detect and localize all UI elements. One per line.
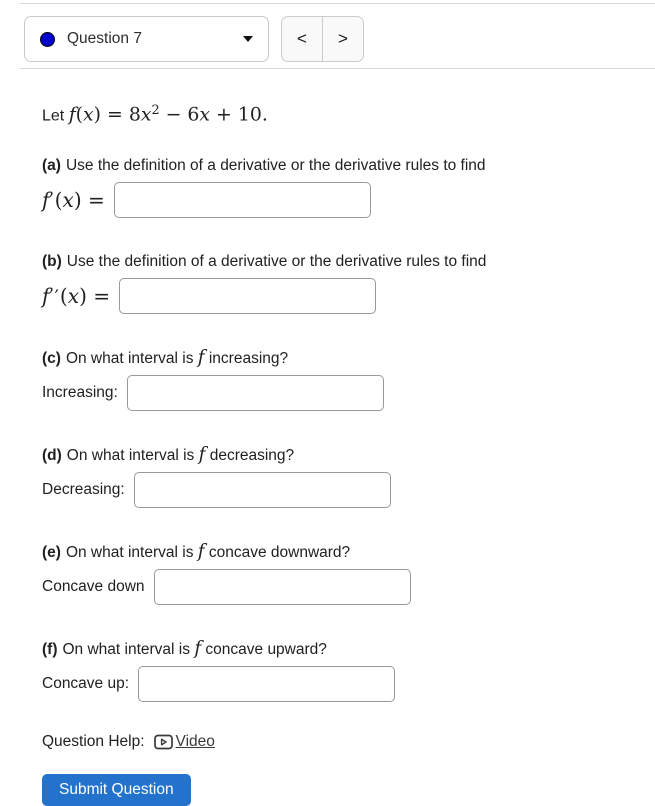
part-question-text xyxy=(66,157,486,174)
text-segment: ( xyxy=(75,103,84,126)
question-selector-label: Question 7 xyxy=(67,30,142,47)
answer-label xyxy=(42,481,125,499)
text-segment: increasing? xyxy=(204,350,289,368)
answer-input[interactable] xyxy=(114,182,371,218)
text-segment: decreasing? xyxy=(205,447,295,465)
text-segment: On what interval is xyxy=(65,544,198,562)
question-help-label: Question Help: xyxy=(42,733,145,751)
text-segment: ( xyxy=(54,188,63,213)
chevron-left-icon: < xyxy=(297,29,307,48)
prev-question-button[interactable] xyxy=(282,17,322,61)
answer-row xyxy=(42,666,617,702)
text-segment: f xyxy=(197,541,205,563)
text-segment: ( xyxy=(59,284,68,309)
part-question xyxy=(42,444,617,466)
text-segment: concave downward? xyxy=(204,544,351,562)
text-segment: Increasing: xyxy=(42,384,118,402)
question-part xyxy=(42,155,617,218)
problem-area xyxy=(0,69,655,806)
answer-input[interactable] xyxy=(127,375,384,411)
question-status-dot-icon xyxy=(40,32,55,47)
answer-label xyxy=(42,284,110,308)
parts-list xyxy=(42,155,617,702)
text-segment: ′′ xyxy=(49,287,60,309)
question-selector[interactable] xyxy=(24,16,269,62)
text-segment: Use the definition of a derivative or the derivative rules to find xyxy=(65,157,486,175)
text-segment: On what interval is xyxy=(65,350,198,368)
text-segment: Concave down xyxy=(42,578,145,596)
top-divider xyxy=(20,3,655,4)
question-part xyxy=(42,251,617,314)
part-question-text xyxy=(65,347,289,369)
part-question xyxy=(42,347,617,369)
text-segment: x xyxy=(199,103,211,126)
text-segment: f xyxy=(194,638,202,660)
text-segment: On what interval is xyxy=(62,641,195,659)
text-segment: x xyxy=(140,103,152,126)
question-part xyxy=(42,638,617,702)
answer-row xyxy=(42,182,617,218)
submit-question-button[interactable]: Submit Question xyxy=(42,774,191,806)
question-nav-buttons xyxy=(281,16,364,62)
text-segment: f xyxy=(198,444,206,466)
part-label: (f) xyxy=(42,641,58,659)
text-segment: − 6 xyxy=(159,103,200,126)
part-question xyxy=(42,541,617,563)
question-nav-bar xyxy=(24,16,655,62)
video-link[interactable] xyxy=(154,733,215,751)
text-segment: f xyxy=(42,188,50,213)
text-segment: x xyxy=(67,284,80,309)
part-question xyxy=(42,638,617,660)
question-help-row xyxy=(42,733,617,751)
video-link-label: Video xyxy=(175,733,215,751)
text-segment: ) = 8 xyxy=(93,103,141,126)
text-segment: 2 xyxy=(151,103,160,118)
part-label: (a) xyxy=(42,157,61,175)
answer-input[interactable] xyxy=(134,472,391,508)
problem-statement xyxy=(42,98,617,129)
text-segment: + 10. xyxy=(210,103,268,126)
answer-row xyxy=(42,278,617,314)
text-segment: Decreasing: xyxy=(42,481,125,499)
answer-label xyxy=(42,675,129,693)
question-part xyxy=(42,541,617,605)
text-segment: concave upward? xyxy=(201,641,327,659)
part-question xyxy=(42,155,617,176)
text-segment: ′ xyxy=(49,191,55,213)
text-segment: f xyxy=(42,284,50,309)
page xyxy=(0,3,655,806)
answer-row xyxy=(42,569,617,605)
part-question-text xyxy=(66,444,295,466)
part-label: (e) xyxy=(42,544,61,562)
question-part xyxy=(42,444,617,508)
text-segment: Use the definition of a derivative or the derivative rules to find xyxy=(66,253,487,271)
text-segment: f xyxy=(68,103,76,126)
part-label: (b) xyxy=(42,253,62,271)
part-question-text xyxy=(65,541,351,563)
text-segment: x xyxy=(62,188,74,213)
text-segment: f xyxy=(197,347,205,369)
chevron-right-icon: > xyxy=(338,29,348,48)
answer-input[interactable] xyxy=(154,569,411,605)
text-segment: Let xyxy=(42,107,69,125)
text-segment: x xyxy=(83,103,94,126)
video-icon xyxy=(154,734,173,750)
text-segment: Concave up: xyxy=(42,675,130,693)
answer-label xyxy=(42,578,145,596)
answer-row xyxy=(42,472,617,508)
answer-input[interactable] xyxy=(138,666,395,702)
answer-label xyxy=(42,384,118,402)
text-segment: ) = xyxy=(79,284,111,309)
answer-input[interactable] xyxy=(119,278,376,314)
question-part xyxy=(42,347,617,411)
part-question-text xyxy=(62,638,327,660)
answer-label xyxy=(42,188,105,212)
part-label: (c) xyxy=(42,350,61,368)
caret-down-icon xyxy=(243,36,253,42)
next-question-button[interactable] xyxy=(323,17,363,61)
part-question xyxy=(42,251,617,272)
answer-row xyxy=(42,375,617,411)
part-question-text xyxy=(67,253,487,270)
text-segment: On what interval is xyxy=(66,447,199,465)
part-label: (d) xyxy=(42,447,62,465)
text-segment: ) = xyxy=(73,188,105,213)
